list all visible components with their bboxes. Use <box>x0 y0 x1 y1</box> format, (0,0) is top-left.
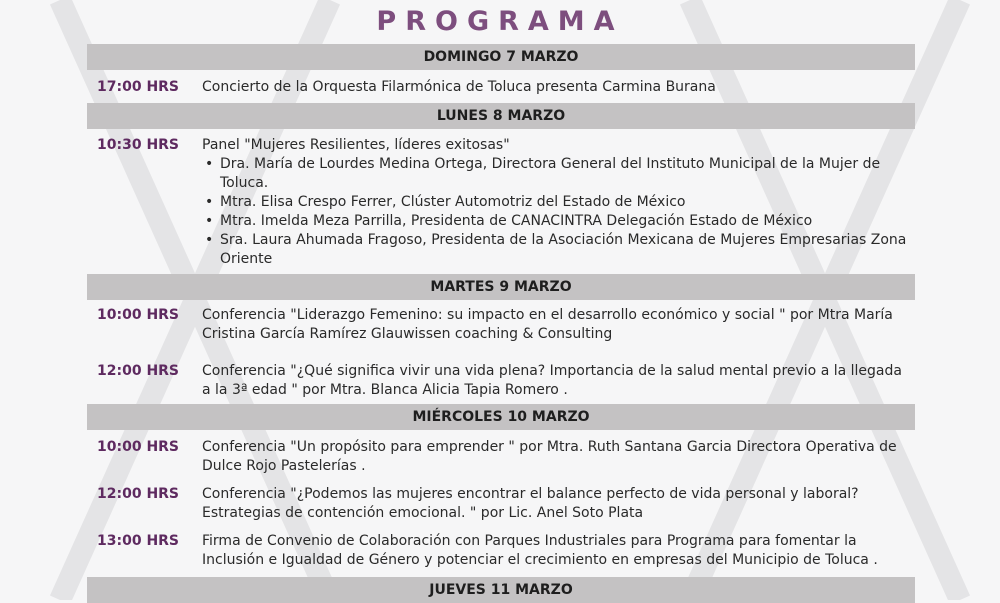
event-time: 10:30 HRS <box>97 137 180 153</box>
panelist-item: • Mtra. Elisa Crespo Ferrer, Clúster Automotriz del Estado de México <box>202 193 907 212</box>
event-description: Firma de Convenio de Colaboración con Parques Industriales para Programa para fomentar la Inclusión e Igualdad de Género y potenciar el crecimiento en empresas del Municipio de Toluca . <box>202 533 878 568</box>
day-header-jueves: JUEVES 11 MARZO <box>87 577 915 603</box>
event-description: Conferencia "Liderazgo Femenino: su impacto en el desarrollo económico y social " por Mtra María Cristina García Ramírez Glauwissen coaching & Consulting <box>202 307 893 342</box>
day-header-lunes: LUNES 8 MARZO <box>87 103 915 129</box>
panelist-item: • Sra. Laura Ahumada Fragoso, Presidenta de la Asociación Mexicana de Mujeres Empresarias Zona Oriente <box>202 231 907 269</box>
event-title: Panel "Mujeres Resilientes, líderes exitosas" <box>202 137 510 153</box>
event-description: Conferencia "¿Qué significa vivir una vida plena? Importancia de la salud mental previo a la llegada a la 3ª edad " por Mtra. Blanca Alicia Tapia Romero . <box>202 363 902 398</box>
day-header-martes: MARTES 9 MARZO <box>87 274 915 300</box>
event-time: 10:00 HRS <box>97 439 180 455</box>
page-title: PROGRAMA <box>376 6 624 37</box>
day-header-miercoles: MIÉRCOLES 10 MARZO <box>87 404 915 430</box>
panelist-item: • Mtra. Imelda Meza Parrilla, Presidenta de CANACINTRA Delegación Estado de México <box>202 212 907 231</box>
event-time: 10:00 HRS <box>97 307 180 323</box>
event-description: Conferencia "Un propósito para emprender " por Mtra. Ruth Santana Garcia Directora Operativa de Dulce Rojo Pastelerías . <box>202 439 897 474</box>
panelist-list <box>202 155 907 269</box>
panelist-item: • Dra. María de Lourdes Medina Ortega, Directora General del Instituto Municipal de la Mujer de Toluca. <box>202 155 907 193</box>
event-time: 13:00 HRS <box>97 533 180 549</box>
event-time: 12:00 HRS <box>97 486 180 502</box>
event-time: 12:00 HRS <box>97 363 180 379</box>
day-header-domingo: DOMINGO 7 MARZO <box>87 44 915 70</box>
event-time: 17:00 HRS <box>97 79 180 95</box>
event-description <box>202 136 907 269</box>
event-description: Conferencia "¿Podemos las mujeres encontrar el balance perfecto de vida personal y laboral? Estrategias de contención emocional. " por Lic. Anel Soto Plata <box>202 486 859 521</box>
event-description: Concierto de la Orquesta Filarmónica de Toluca presenta Carmina Burana <box>202 79 716 95</box>
